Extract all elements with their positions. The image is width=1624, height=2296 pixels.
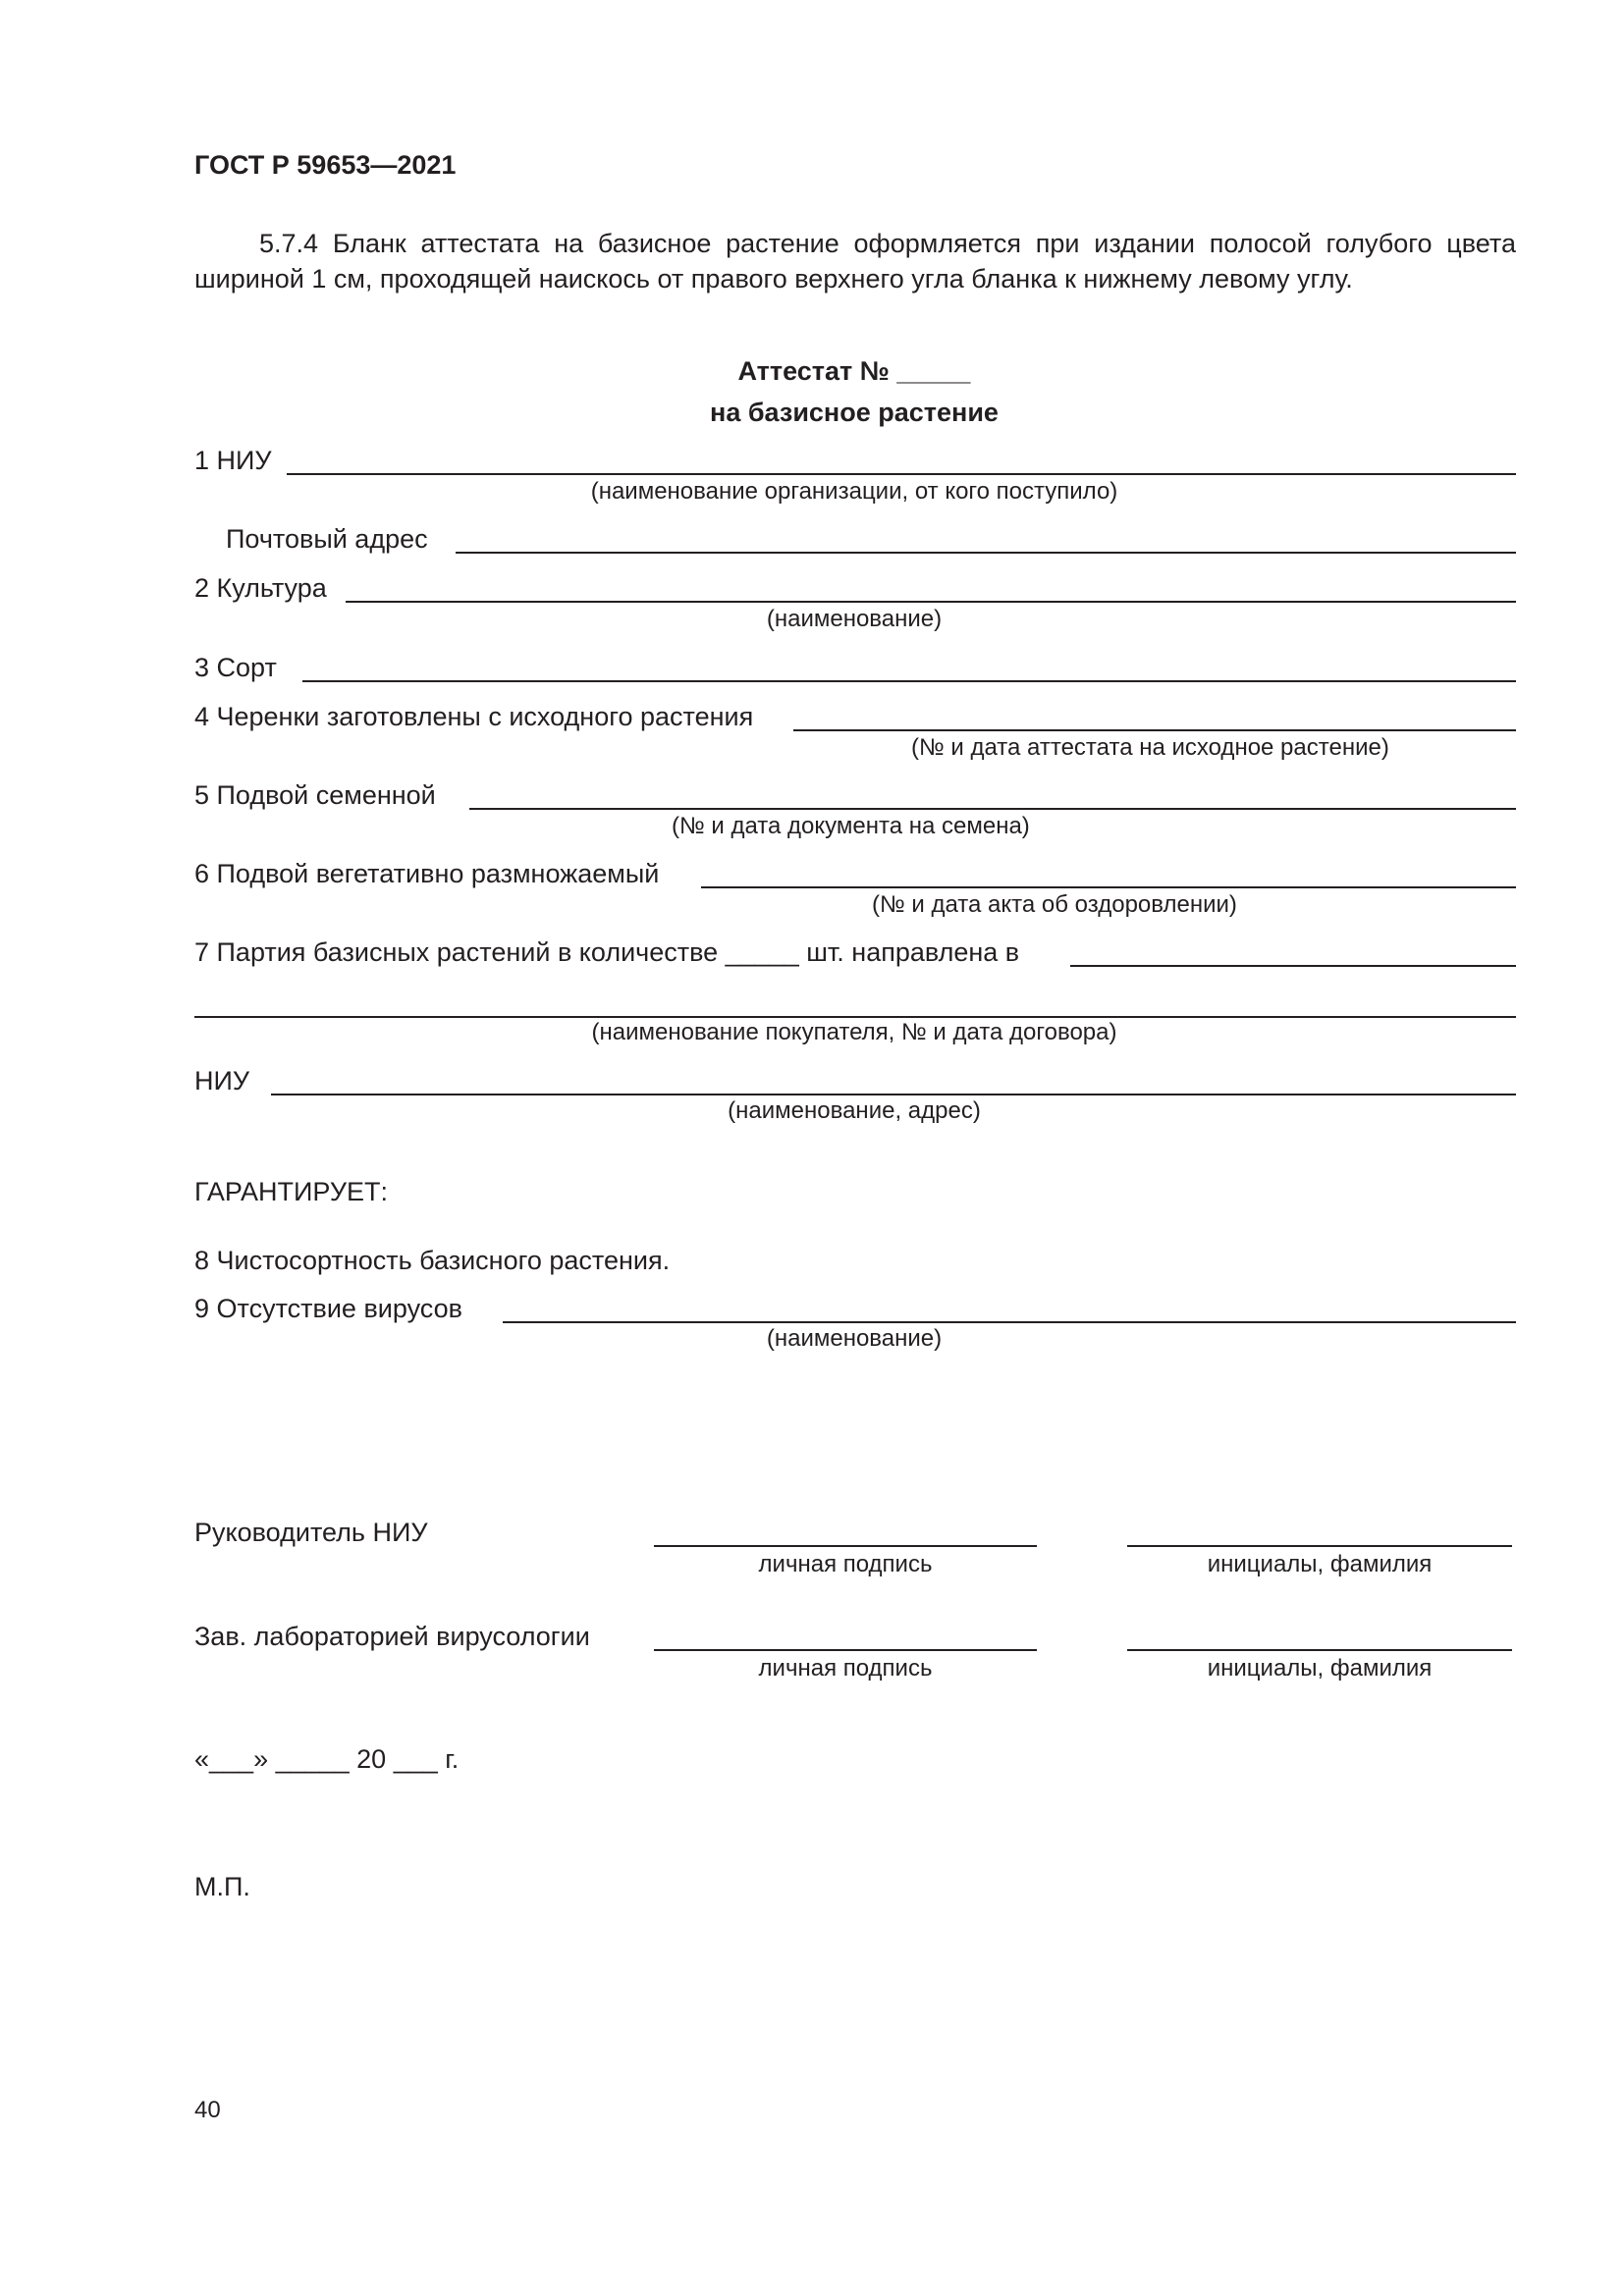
- field-1-label: 1 НИУ: [194, 446, 272, 475]
- field-7-label: 7 Партия базисных растений в количестве _____ шт. направлена в: [194, 937, 1020, 967]
- paragraph-line-1: 5.7.4 Бланк аттестата на базисное растение оформляется при издании полосой голубого цвета: [259, 229, 1516, 258]
- field-5-label: 5 Подвой семенной: [194, 780, 436, 810]
- niu-caption: (наименование, адрес): [728, 1097, 981, 1124]
- field-2-label: 2 Культура: [194, 573, 327, 603]
- stamp-placeholder: М.П.: [194, 1872, 250, 1901]
- field-4-caption: (№ и дата аттестата на исходное растение): [911, 734, 1389, 761]
- field-4-line[interactable]: [793, 729, 1516, 731]
- field-1-caption: (наименование организации, от кого поступило): [590, 478, 1118, 505]
- head-signature-label: Руководитель НИУ: [194, 1518, 428, 1547]
- field-5-caption: (№ и дата документа на семена): [672, 813, 1030, 839]
- niu-line[interactable]: [271, 1094, 1516, 1095]
- field-6-label: 6 Подвой вегетативно размножаемый: [194, 859, 660, 888]
- head-name-line[interactable]: [1127, 1545, 1512, 1547]
- field-3-line[interactable]: [302, 680, 1516, 682]
- field-9-caption: (наименование): [766, 1325, 943, 1352]
- field-8-label: 8 Чистосортность базисного растения.: [194, 1246, 671, 1275]
- field-2-caption: (наименование): [766, 606, 943, 632]
- postal-address-label: Почтовый адрес: [226, 524, 428, 554]
- field-6-line[interactable]: [701, 886, 1516, 888]
- field-4-label: 4 Черенки заготовлены с исходного растения: [194, 702, 754, 731]
- lab-signature-caption: личная подпись: [758, 1655, 933, 1682]
- field-7-line[interactable]: [1070, 965, 1516, 967]
- head-signature-caption: личная подпись: [758, 1551, 933, 1577]
- field-5-line[interactable]: [469, 808, 1516, 810]
- guarantees-heading: ГАРАНТИРУЕТ:: [194, 1177, 389, 1206]
- lab-signature-label: Зав. лабораторией вирусологии: [194, 1622, 590, 1651]
- lab-name-line[interactable]: [1127, 1649, 1512, 1651]
- field-3-label: 3 Сорт: [194, 653, 277, 682]
- field-7-caption: (наименование покупателя, № и дата договора): [591, 1019, 1117, 1045]
- lab-signature-line[interactable]: [654, 1649, 1037, 1651]
- field-7-line-2[interactable]: [194, 1016, 1516, 1018]
- niu-label: НИУ: [194, 1066, 250, 1095]
- postal-address-line[interactable]: [456, 552, 1516, 554]
- page-number: 40: [194, 2097, 221, 2123]
- head-signature-line[interactable]: [654, 1545, 1037, 1547]
- form-title: Аттестат № _____: [737, 356, 971, 386]
- document-header: ГОСТ Р 59653—2021: [194, 150, 457, 180]
- field-9-line[interactable]: [503, 1321, 1516, 1323]
- lab-name-caption: инициалы, фамилия: [1207, 1655, 1433, 1682]
- field-1-line[interactable]: [287, 473, 1516, 475]
- paragraph-line-2: шириной 1 см, проходящей наискось от правого верхнего угла бланка к нижнему левому углу.: [194, 264, 1353, 294]
- form-subtitle: на базисное растение: [710, 398, 999, 427]
- intro-paragraph: [194, 226, 1516, 296]
- field-9-label: 9 Отсутствие вирусов: [194, 1294, 462, 1323]
- date-line[interactable]: «___» _____ 20 ___ г.: [194, 1744, 460, 1774]
- field-6-caption: (№ и дата акта об оздоровлении): [872, 891, 1237, 918]
- field-2-line[interactable]: [346, 601, 1516, 603]
- head-name-caption: инициалы, фамилия: [1207, 1551, 1433, 1577]
